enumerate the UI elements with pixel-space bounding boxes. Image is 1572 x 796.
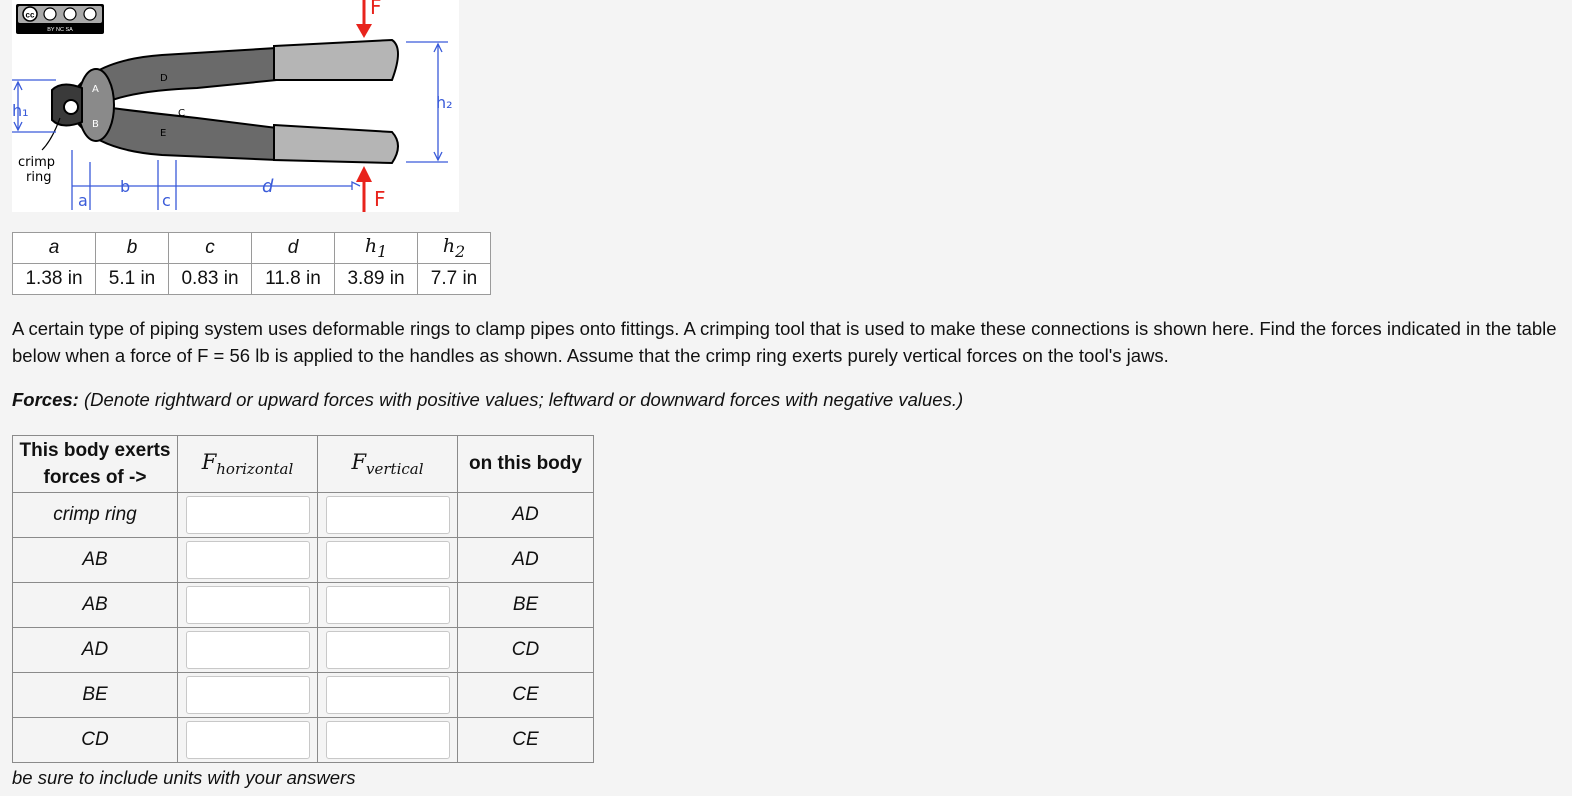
- table-row: [13, 538, 594, 583]
- answer-vertical-input[interactable]: [326, 631, 450, 669]
- svg-text:cc: cc: [25, 10, 35, 20]
- dim-value-h2: 7.7 in: [418, 264, 491, 295]
- table-row: [13, 628, 594, 673]
- answer-horizontal-input[interactable]: [186, 676, 310, 714]
- dimensions-value-row: [13, 264, 491, 295]
- forces-header-vertical: $F_{vertical}$: [318, 436, 458, 493]
- forces-instruction-text: (Denote rightward or upward forces with positive values; leftward or downward forces with negative values.): [83, 389, 964, 410]
- forces-instruction: [12, 389, 963, 411]
- dim-label-c: c: [162, 191, 171, 210]
- answer-horizontal-input[interactable]: [186, 496, 310, 534]
- dim-header-h2: $h_2$: [418, 233, 491, 264]
- table-row: [13, 673, 594, 718]
- answer-vertical-input[interactable]: [326, 496, 450, 534]
- row-from-body: AD: [13, 628, 178, 673]
- dim-label-h1: h₁: [12, 101, 29, 120]
- pin-label-a: A: [92, 84, 99, 95]
- pin-label-d: D: [160, 73, 168, 84]
- forces-header-row: [13, 436, 594, 493]
- table-row: [13, 583, 594, 628]
- pin-label-c: C: [178, 108, 185, 119]
- row-from-body: AB: [13, 538, 178, 583]
- dim-header-c: c: [169, 233, 252, 264]
- row-from-body: BE: [13, 673, 178, 718]
- forces-table: [12, 435, 594, 763]
- dim-value-d: 11.8 in: [252, 264, 335, 295]
- dim-value-h1: 3.89 in: [335, 264, 418, 295]
- crimp-ring-label-2: ring: [26, 170, 52, 185]
- dim-header-a: a: [13, 233, 96, 264]
- answer-horizontal-input[interactable]: [186, 541, 310, 579]
- dim-label-d: d: [262, 176, 274, 197]
- row-from-body: CD: [13, 718, 178, 763]
- row-to-body: AD: [458, 493, 594, 538]
- dim-header-h1: $h_1$: [335, 233, 418, 264]
- pin-label-e: E: [160, 128, 167, 139]
- crimp-ring-label-1: crimp: [18, 155, 56, 170]
- forces-label: Forces:: [12, 389, 79, 410]
- crimping-tool-figure: [12, 0, 459, 212]
- dim-label-h2: h₂: [436, 93, 453, 112]
- answer-vertical-input[interactable]: [326, 541, 450, 579]
- row-to-body: AD: [458, 538, 594, 583]
- answer-vertical-input[interactable]: [326, 721, 450, 759]
- forces-header-from: This body exerts forces of ->: [13, 436, 178, 493]
- dim-value-a: 1.38 in: [13, 264, 96, 295]
- table-row: [13, 493, 594, 538]
- row-to-body: CD: [458, 628, 594, 673]
- table-row: [13, 718, 594, 763]
- dim-header-b: b: [96, 233, 169, 264]
- row-from-body: AB: [13, 583, 178, 628]
- dim-value-b: 5.1 in: [96, 264, 169, 295]
- dimensions-table: [12, 232, 491, 295]
- dim-label-a: a: [78, 191, 88, 210]
- forces-header-horizontal: $F_{horizontal}$: [178, 436, 318, 493]
- row-to-body: CE: [458, 718, 594, 763]
- row-to-body: BE: [458, 583, 594, 628]
- pin-label-b: B: [92, 119, 99, 130]
- row-to-body: CE: [458, 673, 594, 718]
- cc-license-badge: [16, 4, 104, 34]
- forces-header-to: on this body: [458, 436, 594, 493]
- problem-statement: A certain type of piping system uses deformable rings to clamp pipes onto fittings. A crimping tool that is used to make these connections is shown here. Find the forces indicated in the table below when a force of F = 56 lb is applied to the handles as shown. Assume that the crimp ring exerts purely vertical forces on the tool's jaws.: [12, 318, 1557, 366]
- dim-label-b: b: [120, 177, 131, 196]
- dim-value-c: 0.83 in: [169, 264, 252, 295]
- answer-vertical-input[interactable]: [326, 676, 450, 714]
- row-from-body: crimp ring: [13, 493, 178, 538]
- answer-vertical-input[interactable]: [326, 586, 450, 624]
- answer-horizontal-input[interactable]: [186, 631, 310, 669]
- dimensions-header-row: [13, 233, 491, 264]
- answer-horizontal-input[interactable]: [186, 586, 310, 624]
- force-label-bottom: F: [374, 187, 386, 211]
- force-label-top: F: [370, 0, 382, 19]
- cc-license-text: BY NC SA: [47, 27, 73, 33]
- dim-header-d: d: [252, 233, 335, 264]
- answer-horizontal-input[interactable]: [186, 721, 310, 759]
- units-note: be sure to include units with your answers: [12, 767, 356, 788]
